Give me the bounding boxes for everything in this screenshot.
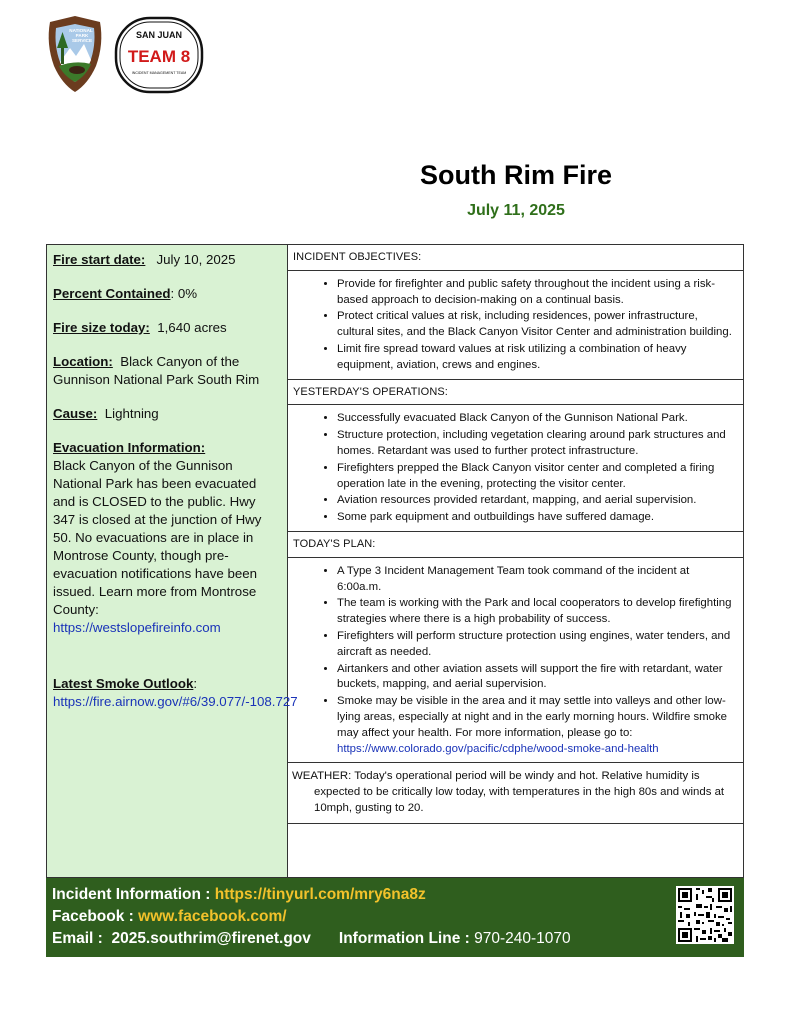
list-item: • Protect critical values at risk, including residences, power infrastructure, cultural sites, and the Black Canyon Visitor Center and administration building.: [337, 309, 735, 341]
weather-block: [288, 763, 743, 823]
fact-sheet-table: [46, 244, 744, 878]
smoke-outlook-row: [53, 675, 298, 711]
smoke-item-text: Smoke may be visible in the area and it may settle into valleys and other low-lying areas, especially at night and in the early morning hours. Wildfire smoke may affect your health. For more information, please go to:: [337, 695, 728, 739]
percent-value: : 0%: [170, 286, 198, 301]
email-value[interactable]: 2025.southrim@firenet.gov: [111, 930, 311, 947]
info-line-label: Information Line :: [338, 930, 470, 947]
weather-text-row: [292, 769, 735, 816]
list-item: • Firefighters prepped the Black Canyon visitor center and completed a firing operation late in the evening, protecting the visitor center.: [337, 461, 735, 493]
incident-info-row: [52, 884, 738, 906]
list-item: • Firefighters will perform structure protection using engines, water tenders, and aircraft as needed.: [337, 629, 735, 661]
team-8-logo: [114, 16, 204, 94]
qr-code-icon[interactable]: [676, 886, 734, 944]
evacuation-text: Black Canyon of the Gunnison National Park has been evacuated and is CLOSED to the public. Hwy 347 is closed at the junction of Hwy 50. No evacuations are in place in Montrose County, though pre-evacuation notifications have been issued. Learn more from Montrose County:: [53, 458, 262, 617]
today-heading: TODAY'S PLAN:: [288, 532, 743, 558]
fire-facts-column: [47, 245, 298, 877]
smoke-outlook-colon: :: [193, 676, 198, 691]
facebook-label: Facebook :: [52, 908, 134, 925]
nps-logo-text-2: PARK: [75, 33, 89, 38]
size-row: [53, 319, 281, 337]
list-item: [337, 694, 735, 757]
nps-logo-text-1: NATIONAL: [69, 28, 93, 33]
objectives-block: [288, 271, 743, 380]
team-logo-main-text: TEAM 8: [127, 47, 191, 66]
fire-start-row: [53, 251, 281, 269]
facebook-row: [52, 906, 738, 928]
email-label: Email :: [52, 930, 103, 947]
cause-label: Cause:: [53, 406, 98, 421]
yesterday-list: [292, 411, 735, 526]
evacuation-label: Evacuation Information:: [53, 440, 206, 455]
list-item: • Some park equipment and outbuildings have suffered damage.: [337, 510, 735, 526]
smoke-outlook-link[interactable]: https://fire.airnow.gov/#6/39.077/-108.727: [53, 694, 298, 709]
weather-label: WEATHER:: [292, 770, 352, 783]
size-label: Fire size today:: [53, 320, 150, 335]
today-block: [288, 558, 743, 764]
list-item: • Airtankers and other aviation assets will support the fire with retardant, water buckets, mapping, and aerial supervision.: [337, 662, 735, 694]
nps-arrowhead-logo: [44, 14, 106, 94]
yesterday-block: [288, 405, 743, 532]
list-item: • Successfully evacuated Black Canyon of the Gunnison National Park.: [337, 411, 735, 427]
smoke-health-link[interactable]: https://www.colorado.gov/pacific/cdphe/wood-smoke-and-health: [337, 742, 659, 755]
today-list: [292, 564, 735, 758]
page-title: South Rim Fire: [419, 160, 612, 190]
list-item: • Limit fire spread toward values at risk utilizing a combination of heavy equipment, aviation, crews and engines.: [337, 342, 735, 374]
incident-info-link[interactable]: https://tinyurl.com/mry6na8z: [214, 886, 426, 903]
nps-logo-text-3: SERVICE: [71, 38, 93, 43]
objectives-list: [292, 277, 735, 374]
list-item: • A Type 3 Incident Management Team took command of the incident at 6:00a.m.: [337, 564, 735, 596]
team-logo-bottom-text: INCIDENT MANAGEMENT TEAM: [131, 71, 187, 75]
percent-row: [53, 285, 281, 303]
location-value: Black Canyon of the Gunnison National Park South Rim: [53, 354, 260, 387]
list-item: • Structure protection, including vegetation clearing around park structures and homes. Retardant was used to further protect infrastructure.: [337, 428, 735, 460]
list-item: • The team is working with the Park and local cooperators to develop firefighting strategies where there is a high probability of success.: [337, 596, 735, 628]
location-row: [53, 353, 281, 389]
objectives-heading: INCIDENT OBJECTIVES:: [288, 245, 743, 271]
email-row: [52, 928, 738, 950]
weather-text: Today's operational period will be windy and hot. Relative humidity is expected to be critically low today, with temperatures in the high 80s and winds at 10mph, gusting to 20.: [314, 770, 725, 814]
facebook-link[interactable]: www.facebook.com/: [138, 908, 287, 925]
smoke-outlook-label: Latest Smoke Outlook: [53, 676, 194, 691]
fire-start-label: Fire start date:: [53, 252, 146, 267]
yesterday-heading: YESTERDAY'S OPERATIONS:: [288, 380, 743, 406]
operations-column: [288, 245, 743, 877]
fire-start-value: July 10, 2025: [156, 252, 236, 267]
info-line-value: 970-240-1070: [474, 930, 571, 947]
list-item: • Provide for firefighter and public safety throughout the incident using a risk-based approach to decision-making on a continual basis.: [337, 277, 735, 309]
contact-footer: [46, 878, 744, 957]
size-value: 1,640 acres: [157, 320, 227, 335]
evacuation-link[interactable]: https://westslopefireinfo.com: [53, 620, 221, 635]
percent-label: Percent Contained: [53, 286, 171, 301]
evacuation-row: [53, 439, 281, 637]
list-item: • Aviation resources provided retardant, mapping, and aerial supervision.: [337, 493, 735, 509]
team-logo-top-text: SAN JUAN: [135, 30, 183, 40]
location-label: Location:: [53, 354, 113, 369]
cause-value: Lightning: [104, 406, 159, 421]
page-date: July 11, 2025: [467, 202, 565, 219]
incident-info-label: Incident Information :: [52, 886, 211, 903]
cause-row: [53, 405, 281, 423]
